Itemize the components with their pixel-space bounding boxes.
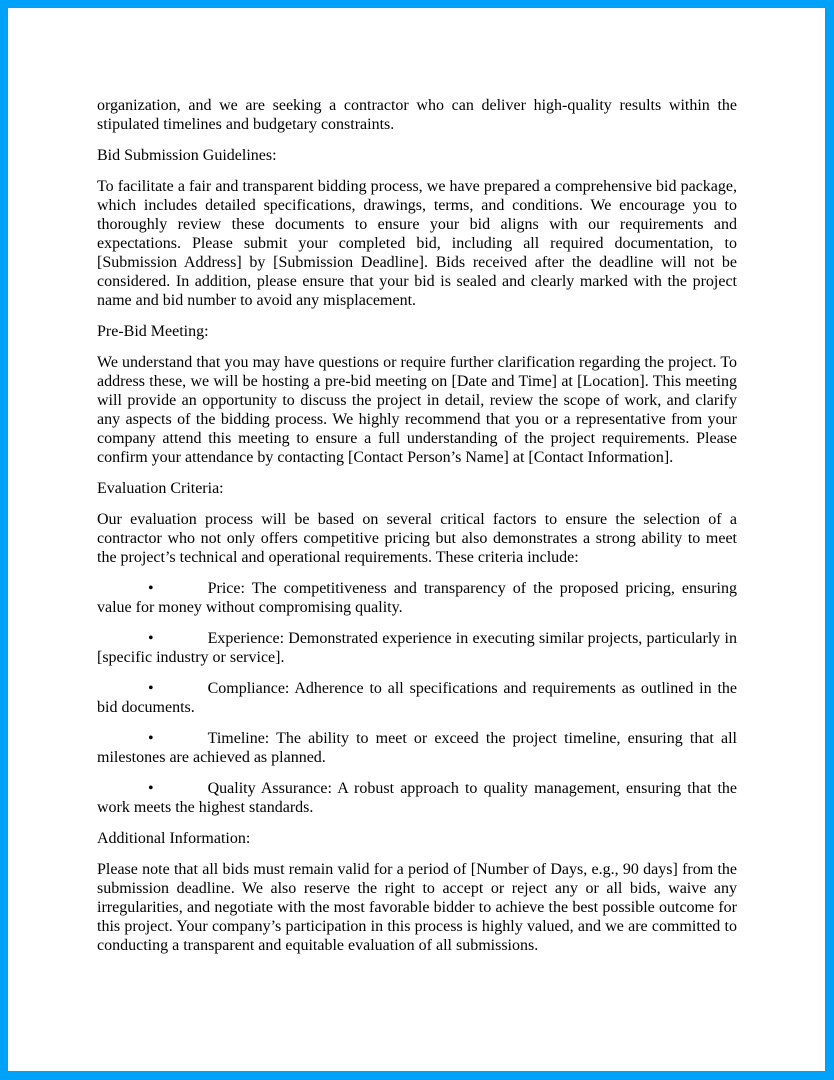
bullet-icon: • bbox=[148, 680, 154, 697]
heading-bid-submission-guidelines: Bid Submission Guidelines: bbox=[97, 147, 277, 164]
paragraph-bid-submission-guidelines: To facilitate a fair and transparent bidding process, we have prepared a comprehensive bid package, which includes detailed specifications, drawings, terms, and conditions. We encourage you to thoroughly review these documents to ensure your bid aligns with our requirements and expectations. Please submit your completed bid, including all required documentation, to [Submission Address] by [Submission Deadline]. Bids received after the deadline will not be considered. In addition, please ensure that your bid is sealed and clearly marked with the project name and bid number to avoid any misplacement. bbox=[97, 178, 737, 309]
paragraph-intro-continuation: organization, and we are seeking a contractor who can deliver high-quality results within the stipulated timelines and budgetary constraints. bbox=[97, 97, 737, 133]
document-page bbox=[8, 8, 825, 1071]
heading-pre-bid-meeting: Pre-Bid Meeting: bbox=[97, 323, 209, 340]
bullet-text-timeline: Timeline: The ability to meet or exceed the project timeline, ensuring that all milestones are achieved as planned. bbox=[97, 730, 737, 766]
bullet-text-quality-assurance: Quality Assurance: A robust approach to quality management, ensuring that the work meets the highest standards. bbox=[97, 780, 737, 816]
bullet-icon: • bbox=[148, 780, 154, 797]
bullet-text-experience: Experience: Demonstrated experience in executing similar projects, particularly in [specific industry or service]. bbox=[97, 630, 737, 666]
bullet-item-experience bbox=[97, 629, 737, 667]
bullet-text-price: Price: The competitiveness and transparency of the proposed pricing, ensuring value for money without compromising quality. bbox=[97, 580, 737, 616]
paragraph-additional-information: Please note that all bids must remain valid for a period of [Number of Days, e.g., 90 days] from the submission deadline. We also reserve the right to accept or reject any or all bids, waive any irregularities, and negotiate with the most favorable bidder to achieve the best possible outcome for this project. Your company’s participation in this process is highly valued, and we are committed to conducting a transparent and equitable evaluation of all submissions. bbox=[97, 861, 737, 954]
paragraph-pre-bid-meeting: We understand that you may have questions or require further clarification regarding the project. To address these, we will be hosting a pre-bid meeting on [Date and Time] at [Location]. This meeting will provide an opportunity to discuss the project in detail, review the scope of work, and clarify any aspects of the bidding process. We highly recommend that you or a representative from your company attend this meeting to ensure a full understanding of the project requirements. Please confirm your attendance by contacting [Contact Person’s Name] at [Contact Information]. bbox=[97, 354, 737, 466]
bullet-icon: • bbox=[148, 580, 154, 597]
bullet-icon: • bbox=[148, 730, 154, 747]
bullet-text-compliance: Compliance: Adherence to all specifications and requirements as outlined in the bid documents. bbox=[97, 680, 737, 716]
heading-evaluation-criteria: Evaluation Criteria: bbox=[97, 480, 224, 497]
bullet-item-price bbox=[97, 579, 737, 617]
bullet-item-timeline bbox=[97, 729, 737, 767]
heading-additional-information: Additional Information: bbox=[97, 830, 251, 847]
bullet-item-compliance bbox=[97, 679, 737, 717]
bullet-item-quality-assurance bbox=[97, 779, 737, 817]
paragraph-evaluation-criteria: Our evaluation process will be based on several critical factors to ensure the selection of a contractor who not only offers competitive pricing but also demonstrates a strong ability to meet the project’s technical and operational requirements. These criteria include: bbox=[97, 511, 737, 566]
bullet-icon: • bbox=[148, 630, 154, 647]
